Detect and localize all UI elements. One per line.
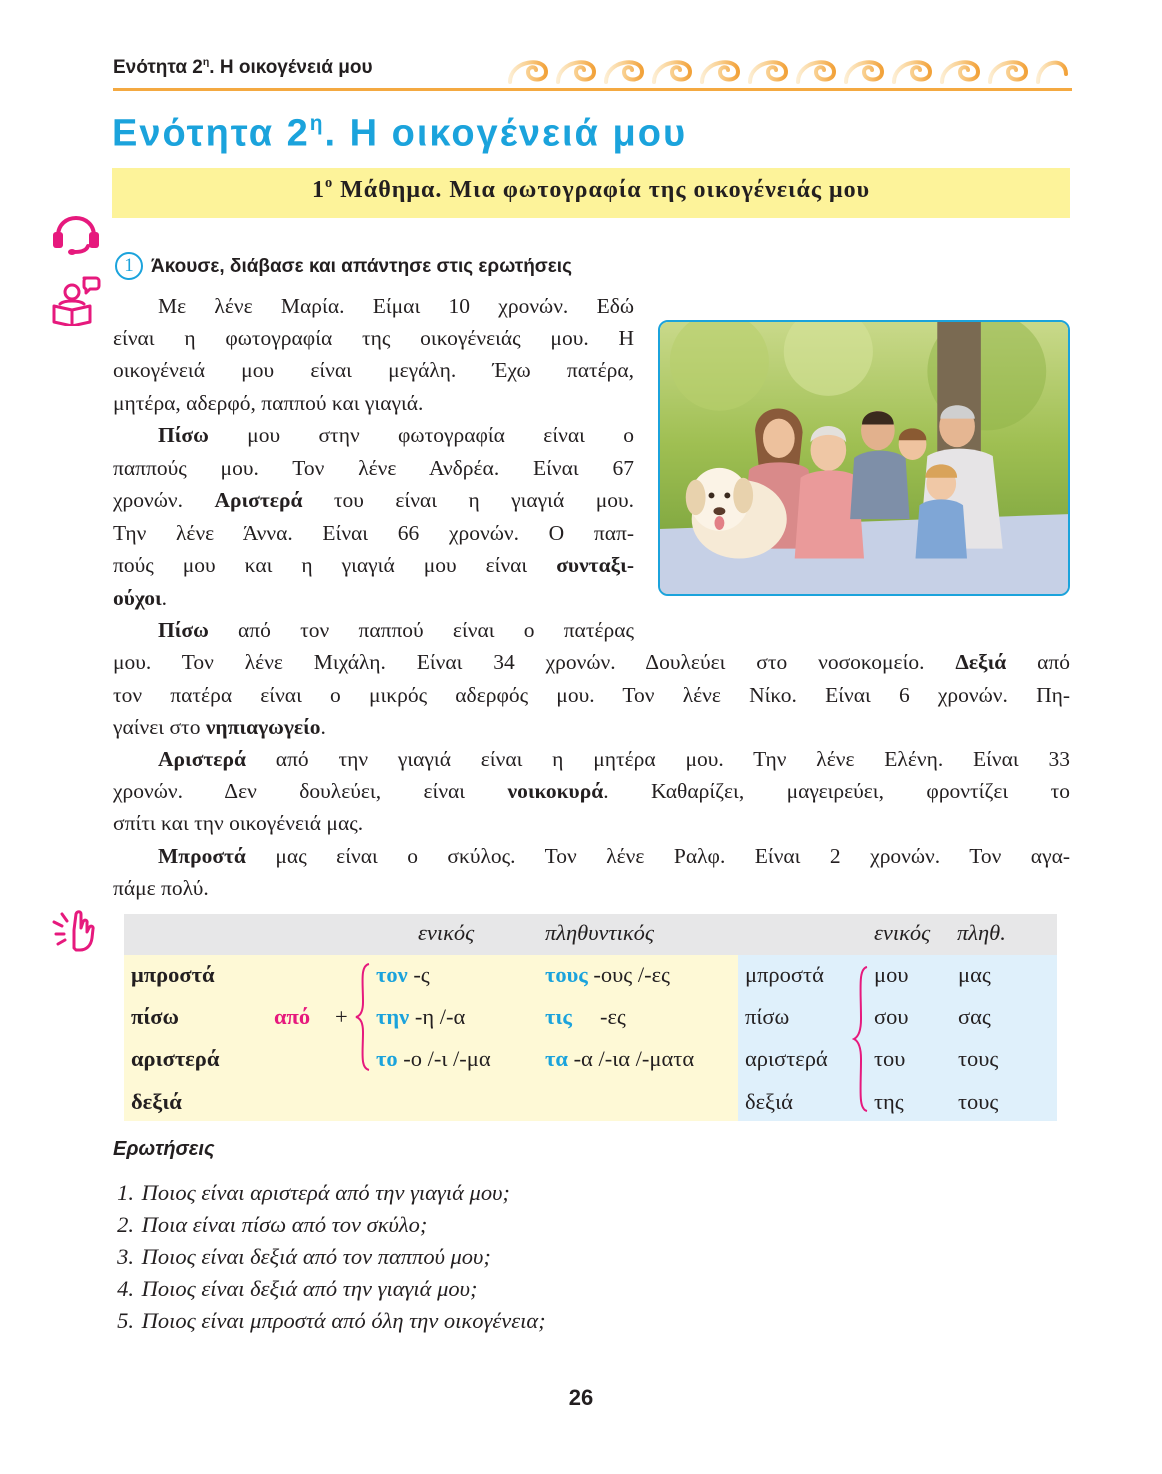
adverb-cell-2: πίσω: [745, 1004, 790, 1029]
passage-line: Αριστερά από την γιαγιά είναι η μητέρα μου. Την λένε Ελένη. Είναι 33: [158, 747, 1070, 771]
singular-article-row: την -η /-α: [376, 1004, 466, 1029]
adverb-cell: αριστερά: [131, 1046, 220, 1071]
passage-line: γαίνει στο νηπιαγωγείο.: [113, 715, 326, 739]
question-item: 3. Ποιος είναι δεξιά από τον παππού μου;: [117, 1244, 491, 1269]
passage-line: Με λένε Μαρία. Είμαι 10 χρονών. Εδώ: [158, 294, 634, 318]
pronoun-plural: τους: [958, 1046, 999, 1071]
passage-line: πάμε πολύ.: [113, 876, 209, 900]
adverb-cell: μπροστά: [131, 962, 215, 987]
passage-line: οικογένειά μου είναι μεγάλη. Έχω πατέρα,: [113, 358, 634, 382]
plural-article-row: τους -ους /-ες: [545, 962, 670, 987]
passage-line: χρονών. Αριστερά του είναι η γιαγιά μου.: [113, 488, 634, 512]
reading-icon: [50, 274, 102, 326]
passage-line: ούχοι.: [113, 586, 168, 610]
adverb-cell-2: δεξιά: [745, 1089, 793, 1114]
plural-article-row: τα -α /-ια /-ματα: [545, 1046, 695, 1071]
col-singular-2: ενικός: [874, 920, 931, 945]
meander-ornament: [500, 48, 1072, 88]
lesson-title: $1^o$ Μάθημα. Μια φωτογραφία της οικογένειάς μου: [311, 175, 871, 204]
adverb-cell-2: μπροστά: [745, 962, 824, 987]
passage-line: πούς μου και η γιαγιά μου είναι συνταξι-: [113, 553, 634, 577]
header-rule: [113, 88, 1072, 91]
pronoun-plural: σας: [958, 1004, 991, 1029]
pronoun-singular: της: [874, 1089, 904, 1114]
passage-line: σπίτι και την οικογένειά μας.: [113, 811, 364, 835]
col-plural-2: πληθ.: [957, 920, 1006, 945]
unit-title: Ενότητα $2^\eta$. Η οικογένειά μου: [112, 112, 688, 155]
passage-line: είναι η φωτογραφία της οικογένειάς μου. Η: [113, 326, 634, 350]
passage-line: Μπροστά μας είναι ο σκύλος. Τον λένε Ραλφ. Είναι 2 χρονών. Τον αγα-: [158, 844, 1070, 868]
adverb-cell-2: αριστερά: [745, 1046, 828, 1071]
pronoun-singular: μου: [874, 962, 909, 987]
question-item: 2. Ποια είναι πίσω από τον σκύλο;: [117, 1212, 428, 1237]
singular-article-row: τον -ς: [376, 962, 430, 987]
family-photo: [658, 320, 1070, 596]
headphones-icon: [50, 206, 102, 256]
running-head: Ενότητα $2^\eta$. Η οικογένειά μου: [113, 57, 373, 78]
singular-article-row: το -ο /-ι /-μα: [376, 1046, 491, 1071]
pronoun-singular: σου: [874, 1004, 909, 1029]
col-plural: πληθυντικός: [545, 920, 655, 945]
questions-heading: Ερωτήσεις: [113, 1138, 215, 1160]
passage-line: τον πατέρα είναι ο μικρός αδερφός μου. Τον λένε Νίκο. Είναι 6 χρονών. Πη-: [113, 683, 1070, 707]
hand-icon: [52, 908, 98, 954]
question-item: 1. Ποιος είναι αριστερά από την γιαγιά μου;: [117, 1180, 510, 1205]
page-number: 26: [568, 1385, 594, 1410]
exercise-instruction: Άκουσε, διάβασε και απάντησε στις ερωτήσεις: [151, 256, 572, 277]
adverb-cell: δεξιά: [131, 1089, 182, 1114]
plus-sign: +: [335, 1004, 348, 1029]
col-singular: ενικός: [418, 920, 475, 945]
pronoun-singular: του: [874, 1046, 906, 1071]
brace-left: [354, 962, 372, 1072]
question-item: 5. Ποιος είναι μπροστά από όλη την οικογένεια;: [117, 1308, 546, 1333]
passage-line: Πίσω από τον παππού είναι ο πατέρας: [158, 618, 634, 642]
passage-line: Την λένε Άννα. Είναι 66 χρονών. Ο παπ-: [113, 521, 634, 545]
preposition-apo: από: [274, 1004, 311, 1029]
pronoun-plural: τους: [958, 1089, 999, 1114]
adverb-cell: πίσω: [131, 1004, 179, 1029]
passage-line: παππούς μου. Τον λένε Ανδρέα. Είναι 67: [113, 456, 634, 480]
pronoun-plural: μας: [958, 962, 991, 987]
passage-line: μητέρα, αδερφό, παππού και γιαγιά.: [113, 391, 424, 415]
exercise-number: 1: [115, 252, 143, 280]
passage-line: χρονών. Δεν δουλεύει, είναι νοικοκυρά. Καθαρίζει, μαγειρεύει, φροντίζει το: [113, 779, 1070, 803]
passage-line: μου. Τον λένε Μιχάλη. Είναι 34 χρονών. Δουλεύει στο νοσοκομείο. Δεξιά από: [113, 650, 1070, 674]
passage-line: Πίσω μου στην φωτογραφία είναι ο: [158, 423, 634, 447]
question-item: 4. Ποιος είναι δεξιά από την γιαγιά μου;: [117, 1276, 478, 1301]
brace-right: [852, 965, 870, 1113]
plural-article-row: τις -ες: [545, 1004, 626, 1029]
